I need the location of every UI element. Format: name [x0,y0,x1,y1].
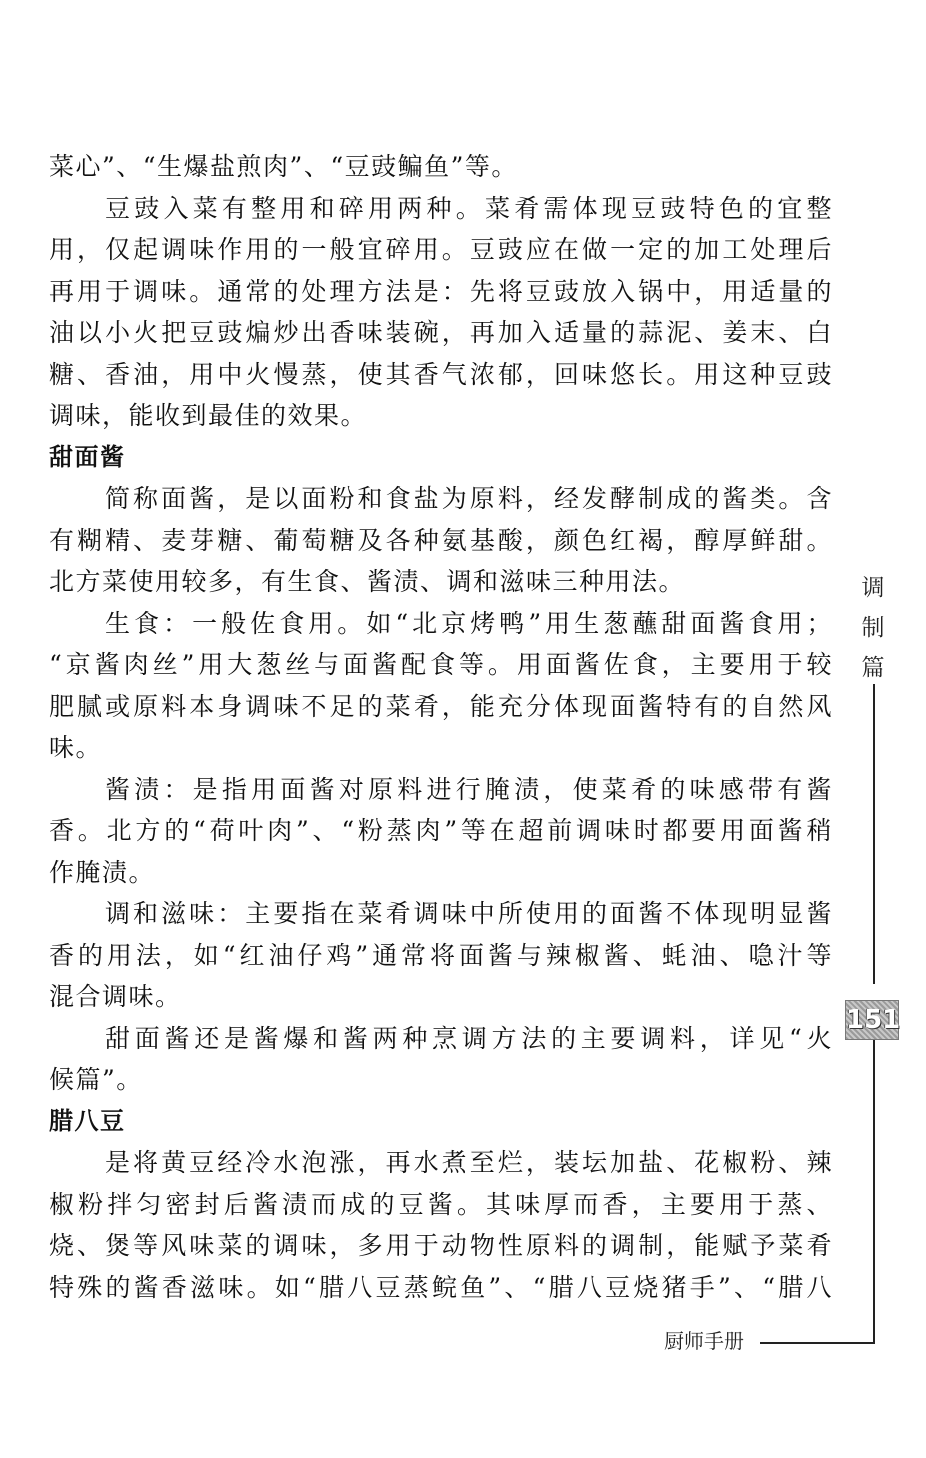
text-line: 候篇”。 [49,1065,143,1094]
text-line: 香。北方的“荷叶肉”、“粉蒸肉”等在超前调味时都要用面酱稍 [49,816,833,845]
text-line: “京酱肉丝”用大葱丝与面酱配食等。用面酱佐食，主要用于较 [49,650,833,679]
page-number-badge: 151 [845,1000,899,1040]
paragraph-line: 调和滋味：主要指在菜肴调味中所使用的面酱不体现明显酱 [105,899,833,928]
text-line: 有糊精、麦芽糖、葡萄糖及各种氨基酸，颜色红褐，醇厚鲜甜。 [49,525,833,555]
text-line: 北方菜使用较多，有生食、酱渍、调和滋味三种用法。 [49,567,686,596]
text-line: 椒粉拌匀密封后酱渍而成的豆酱。其味厚而香，主要用于蒸、 [49,1189,833,1219]
text-line: 混合调味。 [49,982,182,1011]
paragraph-line: 简称面酱，是以面粉和食盐为原料，经发酵制成的酱类。含 [105,484,833,513]
text-line: 肥腻或原料本身调味不足的菜肴，能充分体现面酱特有的自然风 [49,691,833,721]
text-line: 味。 [49,733,103,762]
text-line: 特殊的酱香滋味。如“腊八豆蒸鲩鱼”、“腊八豆烧猪手”、“腊八 [49,1272,833,1302]
text-line: 再用于调味。通常的处理方法是：先将豆豉放入锅中，用适量的 [49,276,833,306]
text-line: 香的用法，如“红油仔鸡”通常将面酱与辣椒酱、蚝油、喼汁等 [49,940,833,970]
text-line: 烧、煲等风味菜的调味，多用于动物性原料的调制，能赋予菜肴 [49,1231,833,1260]
text-line: 糖、香油，用中火慢蒸，使其香气浓郁，回味悠长。用这种豆豉 [49,359,833,389]
footer-rule [760,1342,875,1344]
section-heading: 甜面酱 [49,442,126,471]
paragraph-line: 生食：一般佐食用。如“北京烤鸭”用生葱蘸甜面酱食用； [105,608,833,638]
text-line: 油以小火把豆豉煸炒出香味装碗，再加入适量的蒜泥、姜末、白 [49,318,833,347]
chapter-label-char: 篇 [861,655,885,681]
paragraph-line: 甜面酱还是酱爆和酱两种烹调方法的主要调料，详见“火 [105,1023,833,1053]
text-line: 调味，能收到最佳的效果。 [49,401,368,430]
margin-rule-lower [873,1040,875,1343]
paragraph-line: 豆豉入菜有整用和碎用两种。菜肴需体现豆豉特色的宜整 [105,193,833,223]
text-line: 作腌渍。 [49,857,156,887]
paragraph-line: 是将黄豆经冷水泡涨，再水煮至烂，装坛加盐、花椒粉、辣 [105,1148,833,1177]
chapter-label-char: 制 [861,615,885,641]
footer-book-title: 厨师手册 [664,1326,746,1356]
text-line: 用，仅起调味作用的一般宜碎用。豆豉应在做一定的加工处理后 [49,235,833,264]
paragraph-line: 酱渍：是指用面酱对原料进行腌渍，使菜肴的味感带有酱 [105,774,833,804]
margin-rule-upper [873,684,875,984]
chapter-label-char: 调 [861,575,885,601]
chapter-side-label [858,568,888,688]
section-heading: 腊八豆 [49,1106,126,1135]
text-line: 菜心”、“生爆盐煎肉”、“豆豉鳊鱼”等。 [49,152,518,181]
body-text [49,146,833,1308]
